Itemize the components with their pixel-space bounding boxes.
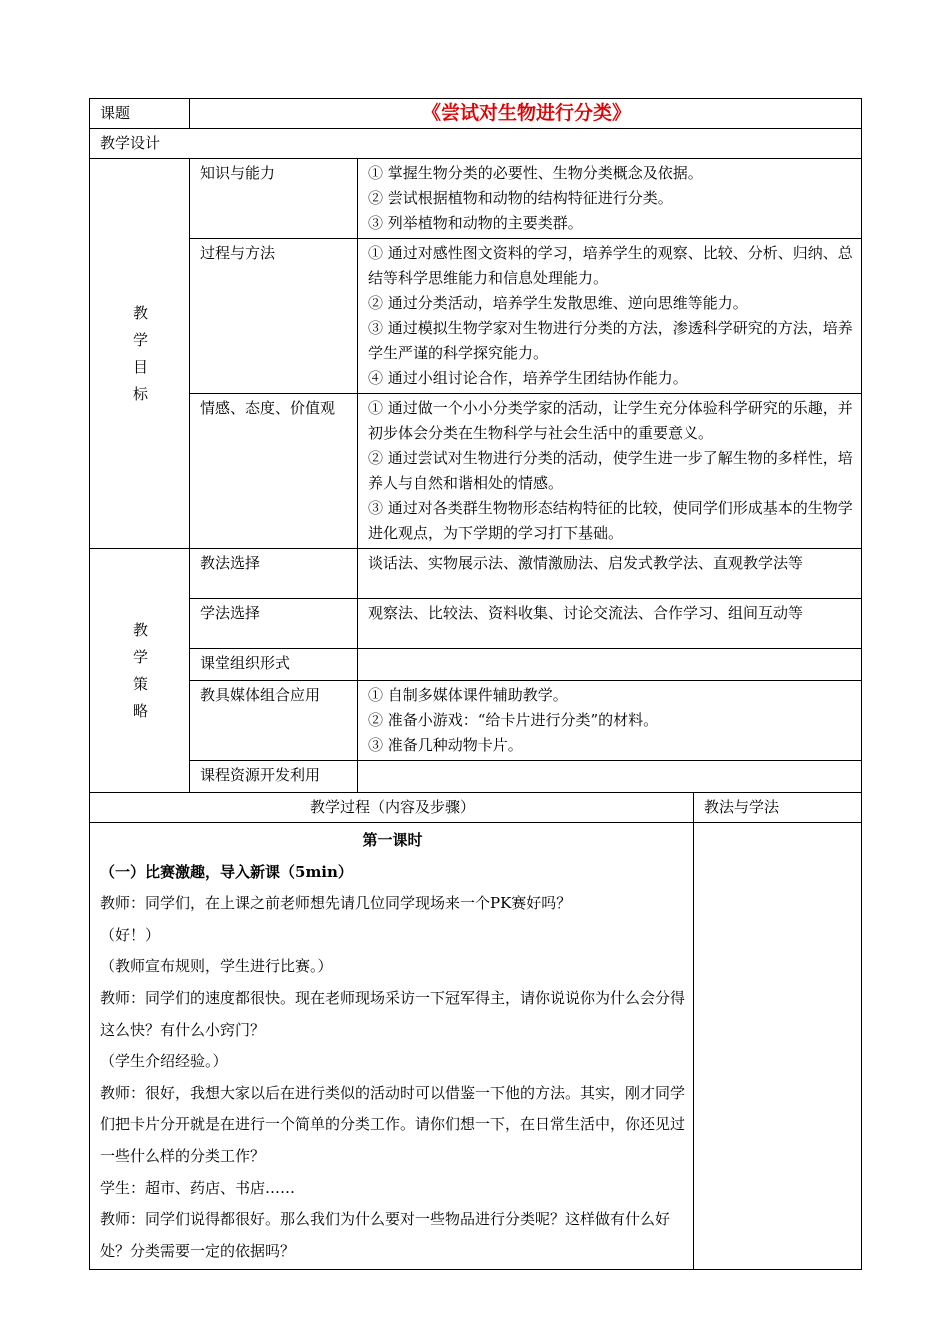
lesson-title: 《尝试对生物进行分类》 [190, 99, 862, 129]
objective-emotion-content: ① 通过做一个小小分类学家的活动，让学生充分体验科学研究的乐趣，并初步体会分类在生物科学与社会生活中的重要意义。 ② 通过尝试对生物进行分类的活动，使学生进一步了解生物的多样性，培养人与自然和谐相处的情感。 ③ 通过对各类群生物物形态结构特征的比较，使同学们形成基本的生物学进化观点，为下学期的学习打下基础。 [358, 394, 862, 549]
paragraph: 教师：同学们的速度都很快。现在老师现场采访一下冠军得主，请你说说你为什么会分得这么快？有什么小窍门？ [100, 988, 686, 1039]
method-content [694, 823, 862, 1270]
paragraph: （教师宣布规则，学生进行比赛。） [100, 957, 333, 976]
paragraph: 教师：同学们，在上课之前老师想先请几位同学现场来一个PK赛好吗？ [100, 894, 572, 913]
class-organization-label: 课堂组织形式 [190, 649, 358, 681]
teaching-method-label: 教法选择 [190, 549, 358, 599]
teaching-design-label: 教学设计 [90, 129, 862, 159]
lesson-plan-table [89, 98, 862, 1270]
paragraph: （好！） [100, 925, 161, 944]
paragraph: （学生介绍经验。） [100, 1052, 228, 1071]
learning-method-content: 观察法、比较法、资料收集、讨论交流法、合作学习、组间互动等 [358, 599, 862, 649]
paragraph: 学生：超市、药店、书店…… [100, 1178, 296, 1197]
section-title: （一）比赛激趣，导入新课（5min） [100, 862, 353, 881]
objectives-label: 教 学 目 标 [90, 159, 190, 549]
objective-process-content: ① 通过对感性图文资料的学习，培养学生的观察、比较、分析、归纳、总结等科学思维能力和信息处理能力。 ② 通过分类活动，培养学生发散思维、逆向思维等能力。 ③ 通过模拟生物学家对生物进行分类的方法，渗透科学研究的方法，培养学生严谨的科学探究能力。 ④ 通过小组讨论合作，培养学生团结协作能力。 [358, 239, 862, 394]
strategy-label: 教 学 策 略 [90, 549, 190, 793]
objective-knowledge-content: ① 掌握生物分类的必要性、生物分类概念及依据。 ② 尝试根据植物和动物的结构特征进行分类。 ③ 列举植物和动物的主要类群。 [358, 159, 862, 239]
process-header: 教学过程（内容及步骤） [90, 793, 694, 823]
paragraph: 教师：很好，我想大家以后在进行类似的活动时可以借鉴一下他的方法。其实，刚才同学们把卡片分开就是在进行一个简单的分类工作。请你们想一下，在日常生活中，你还见过一些什么样的分类工作？ [100, 1083, 686, 1165]
resource-content [358, 761, 862, 793]
process-content [90, 823, 694, 1270]
lesson-period-title: 第一课时 [362, 831, 423, 849]
topic-label: 课题 [90, 99, 190, 129]
teaching-method-content: 谈话法、实物展示法、激情激励法、启发式教学法、直观教学法等 [358, 549, 862, 599]
objective-emotion-label: 情感、态度、价值观 [190, 394, 358, 549]
class-organization-content [358, 649, 862, 681]
paragraph: 教师：同学们说得都很好。那么我们为什么要对一些物品进行分类呢？这样做有什么好处？分类需要一定的依据吗？ [100, 1210, 671, 1260]
objective-process-label: 过程与方法 [190, 239, 358, 394]
learning-method-label: 学法选择 [190, 599, 358, 649]
objective-knowledge-label: 知识与能力 [190, 159, 358, 239]
media-content: ① 自制多媒体课件辅助教学。 ② 准备小游戏：“给卡片进行分类”的材料。 ③ 准备几种动物卡片。 [358, 681, 862, 761]
media-label: 教具媒体组合应用 [190, 681, 358, 761]
resource-label: 课程资源开发利用 [190, 761, 358, 793]
method-header: 教法与学法 [694, 793, 862, 823]
